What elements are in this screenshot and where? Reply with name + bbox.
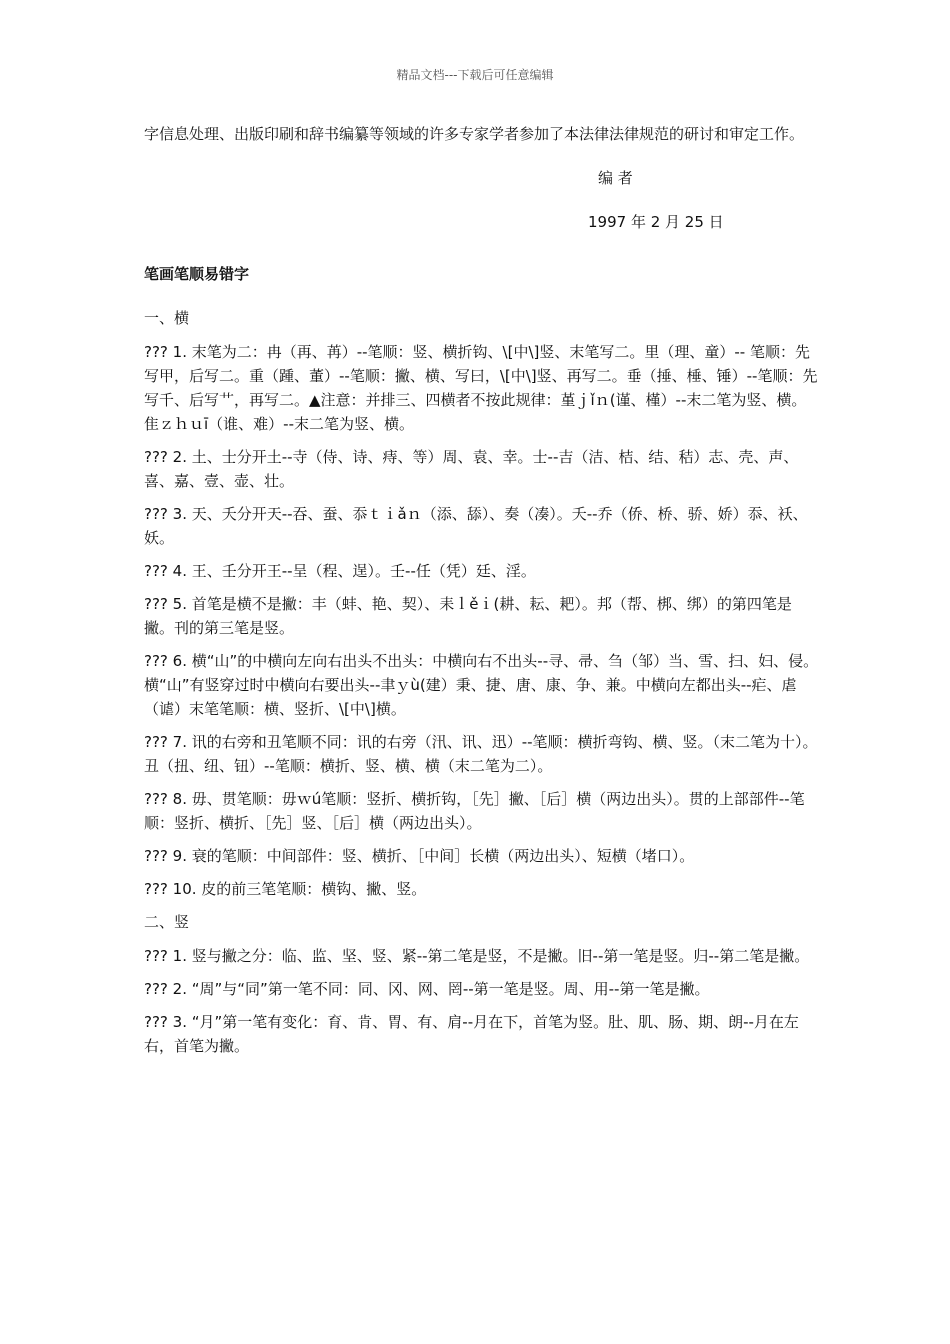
paragraph-heng-5: ??? 5. 首笔是横不是撇：丰（蚌、艳、契）、耒ｌěｉ(耕、耘、耙）。邦（帮、梆、绑）的第四笔是撇。刊的第三笔是竖。 (144, 595, 792, 637)
paragraph-heng-9: ??? 9. 衰的笔顺：中间部件：竖、横折、［中间］长横（两边出头）、短横（堵口）。 (144, 847, 695, 865)
page-header: 精品文档---下载后可任意编辑 (396, 68, 554, 82)
document-body (144, 122, 820, 1067)
paragraph-heng-7: ??? 7. 讯的右旁和丑笔顺不同：讯的右旁（汛、讯、迅）--笔顺：横折弯钩、横、竖。（末二笔为十）。丑（扭、纽、钮）--笔顺：横折、竖、横、横（末二笔为二）。 (144, 733, 818, 775)
signature: 编 者 (598, 169, 633, 187)
paragraph-heng-6: ??? 6. 横“山”的中横向左向右出头不出头：中横向右不出头--寻、帚、刍（邹）当、雪、扫、妇、侵。横“山”有竖穿过时中横向右要出头--聿ｙù(建）秉、捷、唐、康、争、兼。中横向左都出头--疟、虐（谑）末笔笔顺：横、竖折、\[中\]横。 (144, 652, 819, 718)
intro-paragraph: 字信息处理、出版印刷和辞书编纂等领域的许多专家学者参加了本法律法律规范的研讨和审定工作。 (144, 125, 805, 143)
date-line: 1997 年 2 月 25 日 (588, 213, 724, 231)
heading-heng: 一、横 (144, 309, 190, 327)
paragraph-heng-4: ??? 4. 王、壬分开王--呈（程、逞）。壬--任（凭）廷、淫。 (144, 562, 536, 580)
paragraph-shu-1: ??? 1. 竖与撇之分：临、监、坚、竖、紧--第二笔是竖，不是撇。旧--第一笔是竖。归--第二笔是撇。 (144, 947, 810, 965)
paragraph-shu-2: ??? 2. “周”与“同”第一笔不同：同、冈、网、罔--第一笔是竖。周、用--第一笔是撇。 (144, 980, 710, 998)
section-title: 笔画笔顺易错字 (144, 265, 250, 283)
paragraph-heng-8: ??? 8. 毋、贯笔顺：毋ｗú笔顺：竖折、横折钩，［先］撇、［后］横（两边出头）。贯的上部部件--笔顺：竖折、横折、［先］竖、［后］横（两边出头）。 (144, 790, 805, 832)
paragraph-shu-3: ??? 3. “月”第一笔有变化：育、肯、胃、有、肩--月在下，首笔为竖。肚、肌、肠、期、朗--月在左右，首笔为撇。 (144, 1013, 799, 1055)
paragraph-heng-1: ??? 1. 末笔为二：冉（再、苒）--笔顺：竖、横折钩、\[中\]竖、末笔写二。里（理、童）-- 笔顺：先写甲，后写二。重（踵、董）--笔顺：撇、横、写曰，\[中\]竖、再写二。垂（捶、棰、锤）--笔顺：先写千、后写艹，再写二。▲注意：并排三、四横者不按此规律：堇ｊǐｎ(谨、槿）--末二笔为竖、横。隹ｚｈｕī（谁、难）--末二笔为竖、横。 (144, 343, 818, 433)
paragraph-heng-3: ??? 3. 天、夭分开天--吞、蚕、忝ｔｉǎｎ（添、舔）、奏（凑）。夭--乔（侨、桥、骄、娇）忝、袄、妖。 (144, 505, 808, 547)
paragraph-heng-2: ??? 2. 土、士分开土--寺（侍、诗、痔、等）周、袁、幸。士--吉（洁、桔、结、秸）志、壳、声、喜、嘉、壹、壶、壮。 (144, 448, 799, 490)
heading-shu: 二、竖 (144, 913, 190, 931)
paragraph-heng-10: ??? 10. 皮的前三笔笔顺：横钩、撇、竖。 (144, 880, 427, 898)
